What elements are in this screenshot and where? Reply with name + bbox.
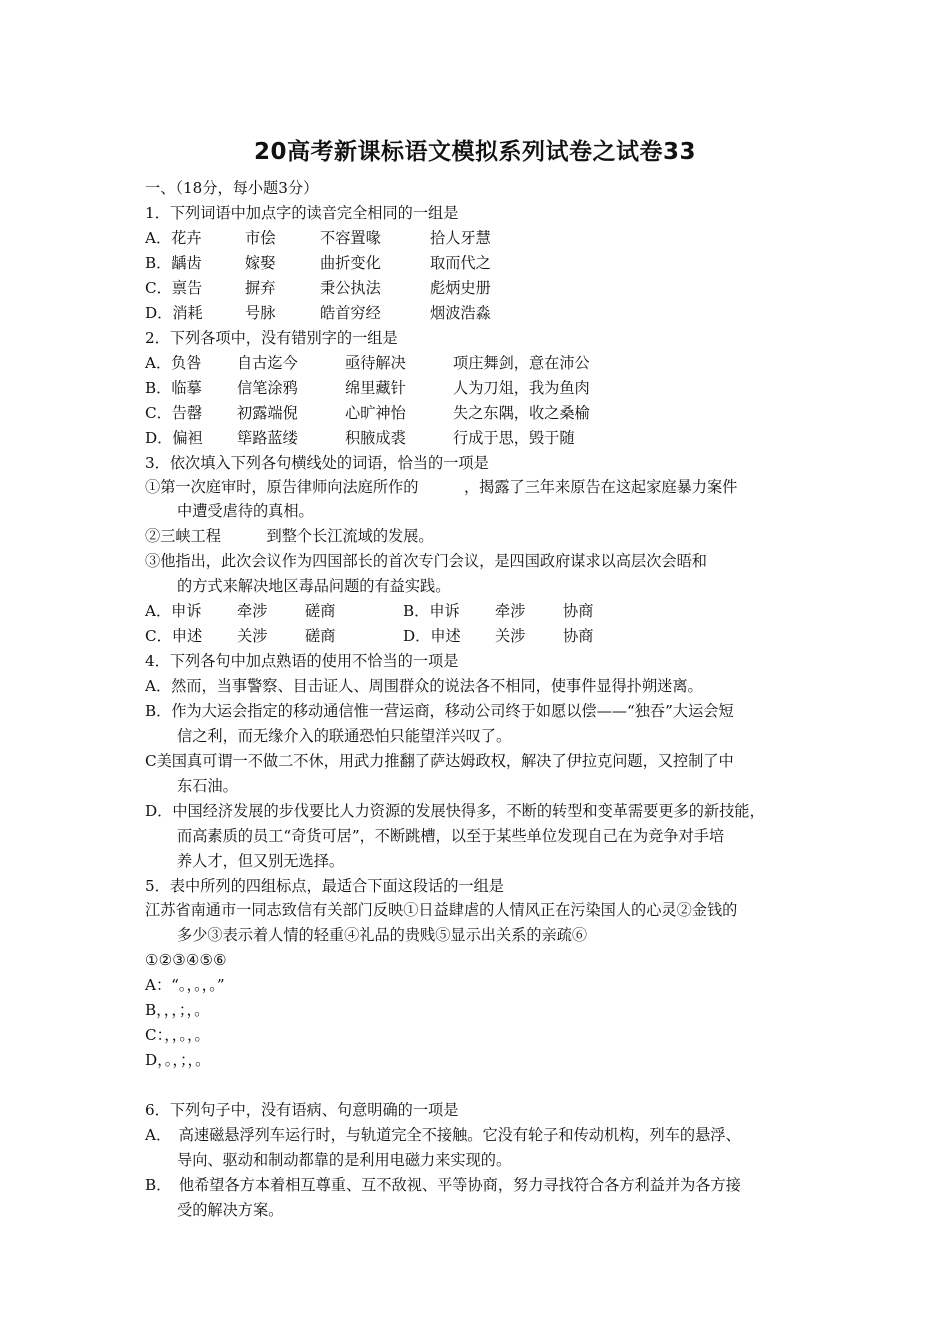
option-cell: 拾人牙慧 [430,229,491,247]
question-4-option-b-cont: 信之利，而无缘介入的联通恐怕只能望洋兴叹了。 [177,727,512,745]
option-cell: A．申诉 [145,602,202,620]
question-4-stem: 4．下列各句中加点熟语的使用不恰当的一项是 [145,652,459,670]
question-5-option-b: B，，，；，。 [145,1001,210,1019]
option-cell: 筚路蓝缕 [237,429,298,447]
option-cell: 曲折变化 [320,254,381,272]
question-2-stem: 2．下列各项中，没有错别字的一组是 [145,329,398,347]
option-cell: 取而代之 [430,254,491,272]
option-cell: 嫁娶 [245,254,276,272]
option-cell: 秉公执法 [320,279,381,297]
option-cell: 牵涉 [237,602,268,620]
question-4-option-d-cont: 而高素质的员工“奇货可居”，不断跳槽，以至于某些单位发现自己在为竞争对手培 [177,827,725,845]
option-cell: 初露端倪 [237,404,298,422]
option-cell: D．消耗 [145,304,203,322]
question-4-option-d-cont2: 养人才，但又别无选择。 [177,852,345,870]
question-6-option-a-cont: 导向、驱动和制动都靠的是利用电磁力来实现的。 [177,1151,512,1169]
question-5-slot-numbers: ①②③④⑤⑥ [145,951,227,969]
option-cell: A．花卉 [145,229,202,247]
option-cell: 人为刀俎，我为鱼肉 [453,379,590,397]
option-cell: D．申述 [403,627,461,645]
option-cell: C．告罄 [145,404,203,422]
option-cell: 行成于思，毁于随 [453,429,575,447]
question-6-stem: 6．下列句子中，没有语病、句意明确的一项是 [145,1101,459,1119]
option-cell: C．禀告 [145,279,203,297]
option-cell: 信笔涂鸦 [237,379,298,397]
option-cell: B．申诉 [403,602,460,620]
question-4-option-b: B．作为大运会指定的移动通信惟一营运商，移动公司终于如愿以偿——“独吞”大运会短 [145,702,734,720]
question-4-option-c-cont: 东石油。 [177,777,238,795]
option-cell: 失之东隅，收之桑榆 [453,404,590,422]
option-cell: B．龋齿 [145,254,202,272]
question-3-sentence-3: ③他指出，此次会议作为四国部长的首次专门会议，是四国政府谋求以高层次会晤和 [145,552,707,570]
option-cell: 牵涉 [495,602,526,620]
question-4-option-a: A．然而，当事警察、目击证人、周围群众的说法各不相同，使事件显得扑朔迷离。 [145,677,703,695]
option-cell: 自古迄今 [237,354,298,372]
option-cell: 磋商 [305,627,336,645]
option-cell: 绵里藏针 [345,379,406,397]
question-4-option-d: D．中国经济发展的步伐要比人力资源的发展快得多，不断的转型和变革需要更多的新技能， [145,802,765,820]
option-cell: 协商 [563,627,594,645]
page-title: 20高考新课标语文模拟系列试卷之试卷33 [253,139,696,165]
option-cell: D．偏袒 [145,429,203,447]
question-5-stem: 5．表中所列的四组标点，最适合下面这段话的一组是 [145,877,504,895]
option-cell: 市侩 [245,229,276,247]
option-cell: B．临摹 [145,379,202,397]
option-cell: 不容置喙 [320,229,381,247]
question-5-option-d: D，。，；，。 [145,1051,211,1069]
option-cell: A．负咎 [145,354,202,372]
option-cell: 关涉 [495,627,526,645]
option-cell: 皓首穷经 [320,304,381,322]
question-3-sentence-2: ②三峡工程 到整个长江流域的发展。 [145,527,434,545]
question-5-option-a: A：“。，。，。” [145,976,225,994]
question-6-option-a: A． 高速磁悬浮列车运行时，与轨道完全不接触。它没有轮子和传动机构，列车的悬浮、 [145,1126,741,1144]
option-cell: 协商 [563,602,594,620]
question-6-option-b: B． 他希望各方本着相互尊重、互不敌视、平等协商，努力寻找符合各方利益并为各方接 [145,1176,741,1194]
option-cell: 摒弃 [245,279,276,297]
option-cell: 号脉 [245,304,276,322]
question-3-sentence-3-cont: 的方式来解决地区毒品问题的有益实践。 [177,577,451,595]
option-cell: 关涉 [237,627,268,645]
option-cell: 心旷神怡 [345,404,406,422]
question-5-passage-cont: 多少③表示着人情的轻重④礼品的贵贱⑤显示出关系的亲疏⑥ [177,926,588,944]
option-cell: 项庄舞剑，意在沛公 [453,354,590,372]
question-6-option-b-cont: 受的解决方案。 [177,1201,284,1219]
option-cell: 彪炳史册 [430,279,491,297]
question-3-sentence-1-cont: 中遭受虐待的真相。 [177,502,314,520]
option-cell: 积腋成裘 [345,429,406,447]
question-5-option-c: C：，，。，。 [145,1026,210,1044]
question-1-stem: 1．下列词语中加点字的读音完全相同的一组是 [145,204,459,222]
question-4-option-c: C美国真可谓一不做二不休，用武力推翻了萨达姆政权，解决了伊拉克问题，又控制了中 [145,752,734,770]
question-5-passage: 江苏省南通市一同志致信有关部门反映①日益肆虐的人情风正在污染国人的心灵②金钱的 [145,901,738,919]
option-cell: 烟波浩淼 [430,304,491,322]
question-3-sentence-1: ①第一次庭审时，原告律师向法庭所作的 ，揭露了三年来原告在这起家庭暴力案件 [145,478,738,496]
question-3-stem: 3．依次填入下列各句横线处的词语，恰当的一项是 [145,454,489,472]
section-header: 一、（18分，每小题3分） [145,179,319,197]
option-cell: 亟待解决 [345,354,406,372]
option-cell: 磋商 [305,602,336,620]
option-cell: C．申述 [145,627,203,645]
